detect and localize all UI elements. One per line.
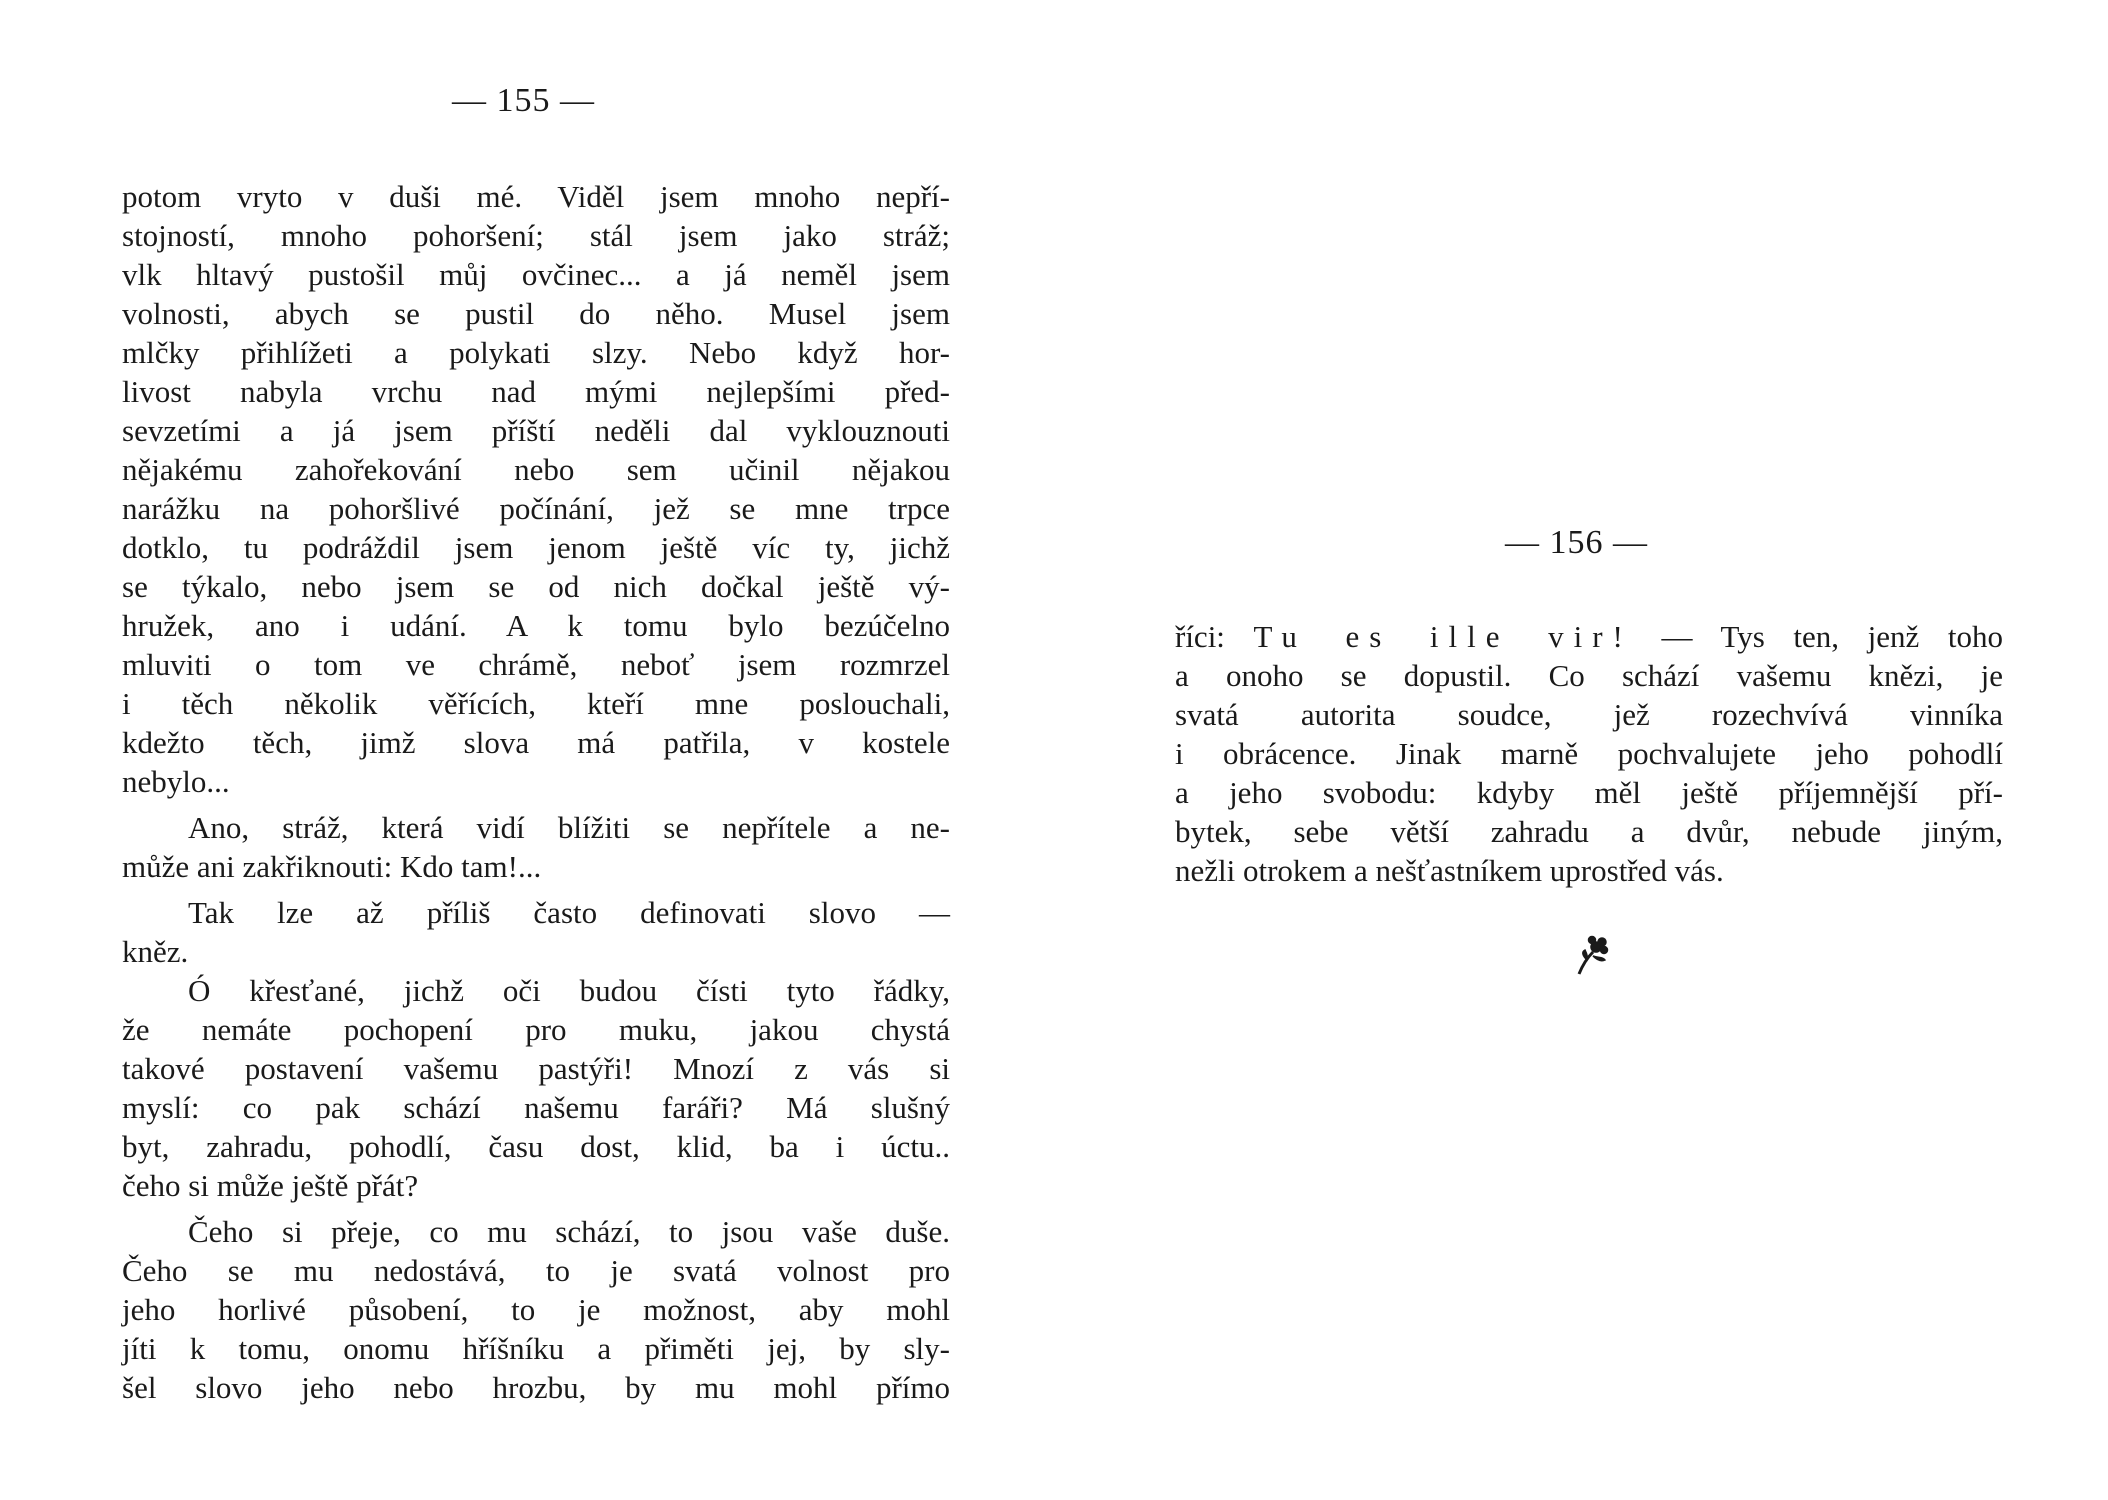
text-line: kněz.: [122, 934, 189, 969]
latin-quote: Tu es ille vir!: [1253, 619, 1633, 654]
text-line: dotklo, tu podráždil jsem jenom ještě víc ty, jichž: [122, 530, 950, 565]
left-page-text: [122, 177, 950, 1407]
page-number-156: — 156 —: [1505, 524, 1648, 561]
text-line: myslí: co pak schází našemu faráři? Má slušný: [122, 1090, 950, 1125]
text-line: mlčky přihlížeti a polykati slzy. Nebo když hor-: [122, 335, 950, 370]
text-line: svatá autorita soudce, jež rozechvívá vinníka: [1175, 697, 2003, 732]
text-line: vlk hltavý pustošil můj ovčinec... a já neměl jsem: [122, 257, 950, 292]
text-line: a onoho se dopustil. Co schází vašemu knězi, je: [1175, 658, 2003, 693]
text-line: Ó křesťané, jichž oči budou čísti tyto řádky,: [188, 973, 950, 1008]
text-line: sevzetími a já jsem příští neděli dal vyklouznouti: [122, 413, 950, 448]
text-line: hružek, ano i udání. A k tomu bylo bezúčelno: [122, 608, 950, 643]
text-fragment: — Tys ten, jenž toho: [1632, 619, 2003, 654]
text-line: jíti k tomu, onomu hříšníku a přiměti jej, by sly-: [122, 1331, 950, 1366]
floral-ornament-icon: [1571, 930, 1617, 976]
text-line: byt, zahradu, pohodlí, času dost, klid, ba i úctu..: [122, 1129, 950, 1164]
text-line: nebylo...: [122, 764, 230, 799]
text-line: livost nabyla vrchu nad mými nejlepšími před-: [122, 374, 950, 409]
text-line: i těch několik věřících, kteří mne poslouchali,: [122, 686, 950, 721]
text-line: nějakému zahořekování nebo sem učinil nějakou: [122, 452, 950, 487]
page-number-155: — 155 —: [452, 82, 595, 119]
text-line: Čeho si přeje, co mu schází, to jsou vaše duše.: [188, 1214, 950, 1249]
text-line: bytek, sebe větší zahradu a dvůr, nebude jiným,: [1175, 814, 2003, 849]
text-line: [1175, 617, 2003, 656]
text-line: že nemáte pochopení pro muku, jakou chystá: [122, 1012, 950, 1047]
text-line: čeho si může ještě přát?: [122, 1168, 419, 1203]
text-line: šel slovo jeho nebo hrozbu, by mu mohl přímo: [122, 1370, 950, 1405]
text-line: takové postavení vašemu pastýři! Mnozí z vás si: [122, 1051, 950, 1086]
text-line: Čeho se mu nedostává, to je svatá volnost pro: [122, 1253, 950, 1288]
text-line: kdežto těch, jimž slova má patřila, v kostele: [122, 725, 950, 760]
text-line: může ani zakřiknouti: Kdo tam!...: [122, 849, 542, 884]
text-line: Ano, stráž, která vidí blížiti se nepřítele a ne-: [188, 810, 950, 845]
text-line: potom vryto v duši mé. Viděl jsem mnoho nepří-: [122, 179, 950, 214]
text-line: mluviti o tom ve chrámě, neboť jsem rozmrzel: [122, 647, 950, 682]
text-line: i obrácence. Jinak marně pochvalujete jeho pohodlí: [1175, 736, 2003, 771]
text-line: volnosti, abych se pustil do něho. Musel jsem: [122, 296, 950, 331]
text-line: jeho horlivé působení, to je možnost, aby mohl: [122, 1292, 950, 1327]
right-page-text: [1175, 617, 2003, 890]
text-line: nežli otrokem a nešťastníkem uprostřed vás.: [1175, 853, 1724, 888]
text-line: stojností, mnoho pohoršení; stál jsem jako stráž;: [122, 218, 950, 253]
text-fragment: říci:: [1175, 619, 1254, 654]
text-line: a jeho svobodu: kdyby měl ještě příjemnější pří-: [1175, 775, 2003, 810]
text-line: se týkalo, nebo jsem se od nich dočkal ještě vý-: [122, 569, 950, 604]
text-line: narážku na pohoršlivé počínání, jež se mne trpce: [122, 491, 950, 526]
text-line: Tak lze až příliš často definovati slovo —: [188, 895, 950, 930]
